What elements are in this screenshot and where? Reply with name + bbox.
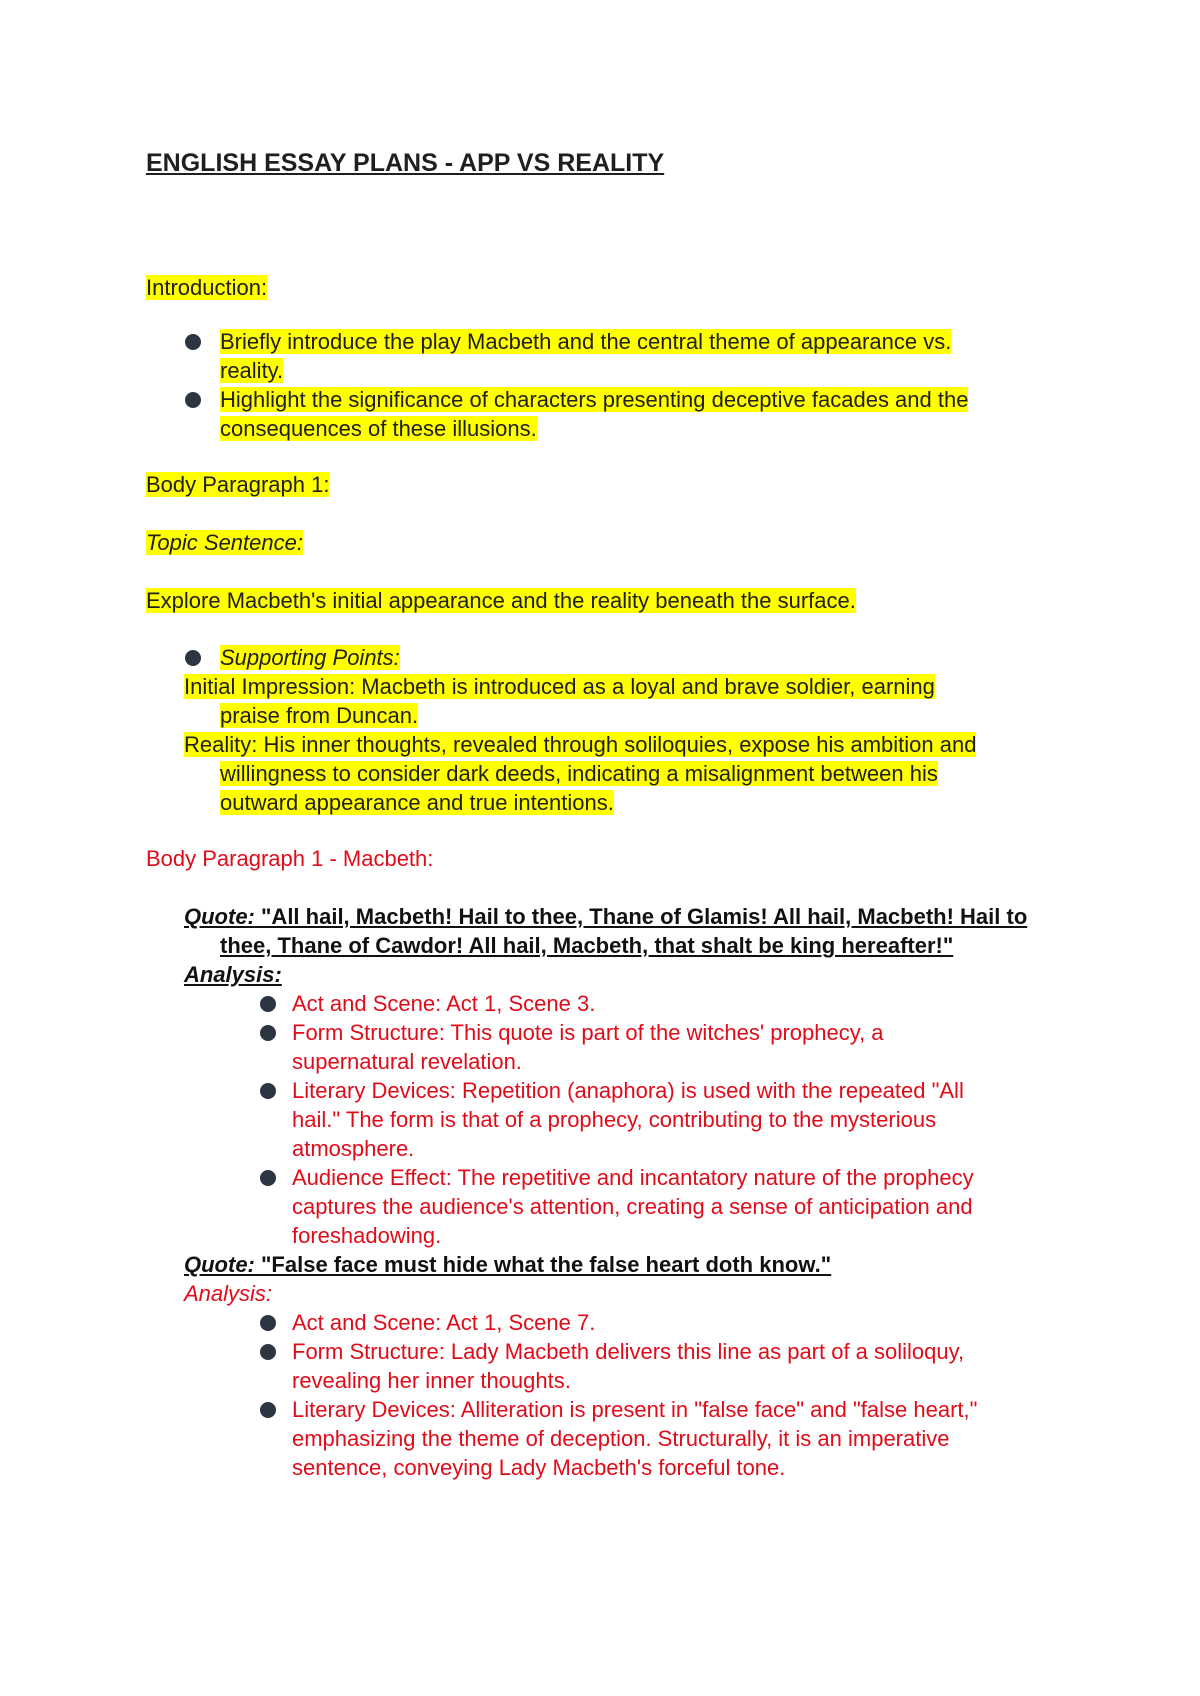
bullet-icon [260,1170,276,1186]
analysis-list [146,1308,1100,1482]
list-item: Act and Scene: Act 1, Scene 7. [146,1308,1100,1337]
list-item: Audience Effect: The repetitive and incantatory nature of the prophecy captures the audience's attention, creating a sense of anticipation and foreshadowing. [146,1163,1100,1250]
supporting-point: Reality: His inner thoughts, revealed through soliloquies, expose his ambition and willingness to consider dark deeds, indicating a misalignment between his outward appearance and true intentions. [184,732,977,815]
list-item: Form Structure: Lady Macbeth delivers this line as part of a soliloquy, revealing her inner thoughts. [146,1337,1100,1395]
list-item [146,643,1100,672]
topic-sentence-heading: Topic Sentence: [146,530,303,555]
bullet-icon [185,392,201,408]
bullet-icon [260,1315,276,1331]
bullet-icon [260,1344,276,1360]
supporting-points-label: Supporting Points: [220,645,400,670]
body-paragraph-1-heading: Body Paragraph 1: [146,472,330,497]
quote-block-2 [146,1250,1100,1482]
document-title: ENGLISH ESSAY PLANS - APP VS REALITY [146,149,665,177]
introduction-heading: Introduction: [146,275,268,300]
supporting-point: Initial Impression: Macbeth is introduced as a loyal and brave soldier, earning praise from Duncan. [184,674,935,728]
bullet-icon [185,650,201,666]
list-item: Literary Devices: Repetition (anaphora) is used with the repeated "All hail." The form is that of a prophecy, contributing to the mysterious atmosphere. [146,1076,1100,1163]
bullet-icon [260,1025,276,1041]
supporting-points-list [146,643,1100,672]
analysis-label: Analysis: [184,1281,273,1306]
list-item: Highlight the significance of characters presenting deceptive facades and the consequences of these illusions. [146,385,1100,443]
introduction-list [146,327,1100,443]
topic-sentence: Explore Macbeth's initial appearance and the reality beneath the surface. [146,588,856,613]
analysis-label: Analysis: [184,962,282,987]
list-item: Form Structure: This quote is part of the witches' prophecy, a supernatural revelation. [146,1018,1100,1076]
quote: Quote: "All hail, Macbeth! Hail to thee, Thane of Glamis! All hail, Macbeth! Hail to thee, Thane of Cawdor! All hail, Macbeth, that shalt be king hereafter!" [184,904,1028,958]
bullet-icon [260,1402,276,1418]
list-item: Literary Devices: Alliteration is present in "false face" and "false heart," emphasizing the theme of deception. Structurally, it is an imperative sentence, conveying Lady Macbeth's forceful tone. [146,1395,1100,1482]
bullet-icon [260,996,276,1012]
list-item: Act and Scene: Act 1, Scene 3. [146,989,1100,1018]
analysis-list [146,989,1100,1250]
quote-block-1 [146,902,1100,1250]
list-item: Briefly introduce the play Macbeth and the central theme of appearance vs. reality. [146,327,1100,385]
bullet-icon [260,1083,276,1099]
bullet-icon [185,334,201,350]
quote: Quote: "False face must hide what the false heart doth know." [184,1252,832,1277]
body-paragraph-1-macbeth-heading: Body Paragraph 1 - Macbeth: [146,846,434,871]
